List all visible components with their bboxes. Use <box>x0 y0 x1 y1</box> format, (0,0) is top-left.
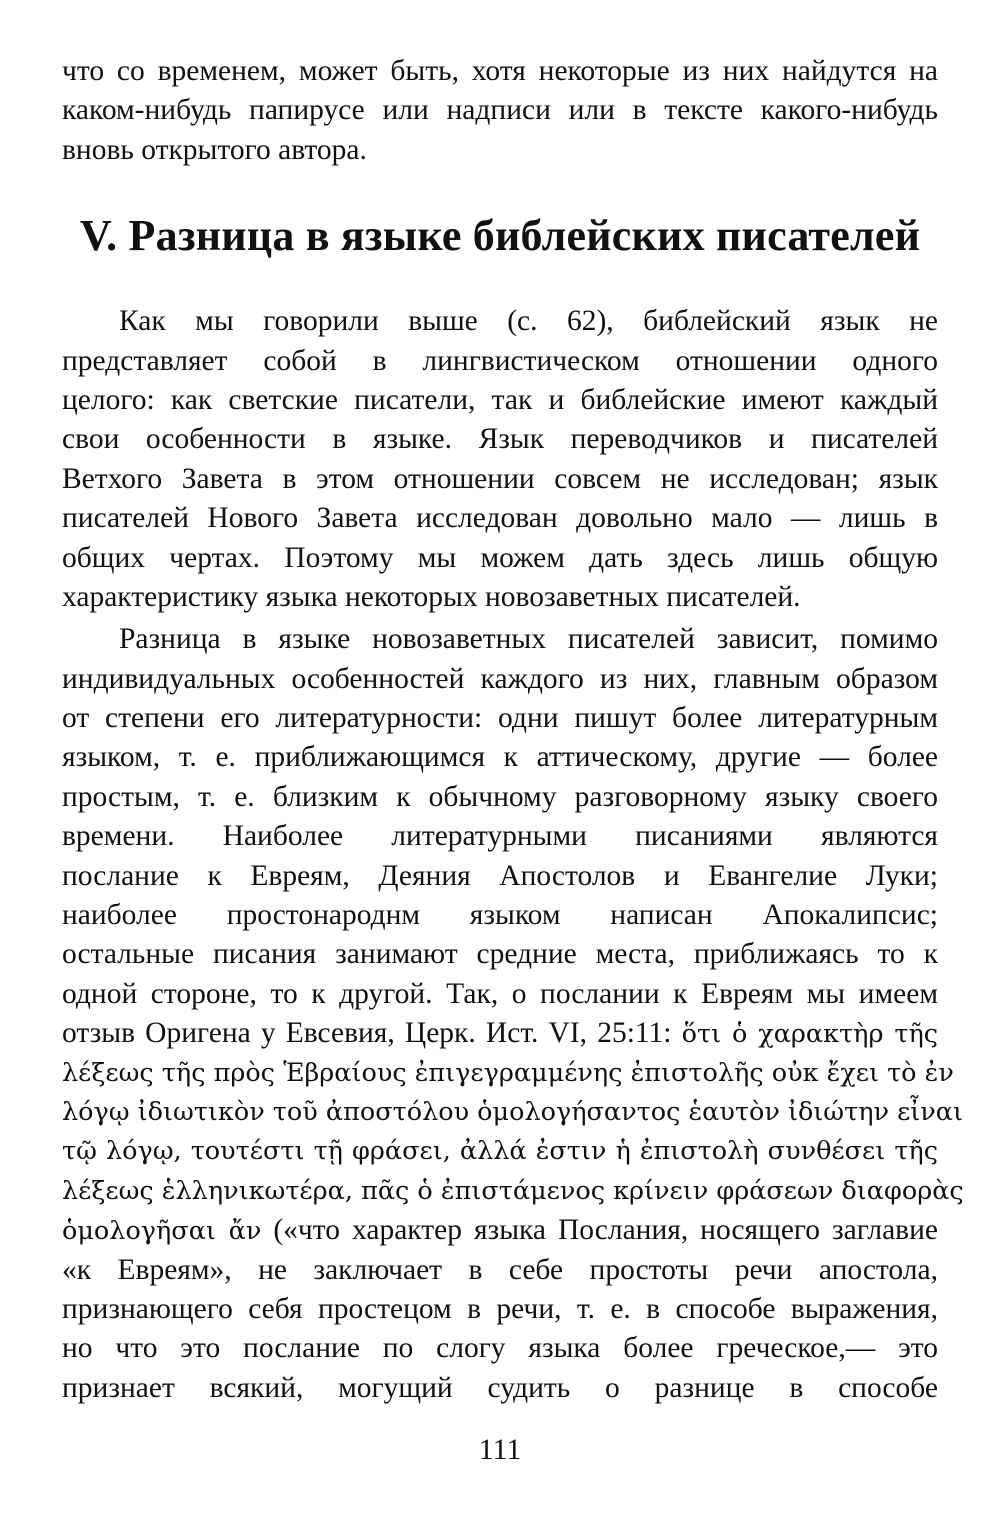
text-line: одной стороне, то к другой. Так, о послании к Евреям мы имеем <box>62 977 938 1010</box>
text-line: Ветхого Завета в этом отношении совсем не исследован; язык <box>62 462 938 495</box>
paragraph-1 <box>62 302 938 617</box>
text-line: индивидуальных особенностей каждого из них, главным образом <box>62 662 938 695</box>
greek-text: ὅτι ὁ χαρακτὴρ τῆς <box>681 1019 938 1050</box>
greek-line: λέξεως τῆς πρὸς Ἑβραίους ἐπιγεγραμμένης ἐπιστολῆς οὐκ ἔχει τὸ ἐν <box>62 1057 954 1088</box>
text-line: каком-нибудь папирусе или надписи или в тексте какого-нибудь <box>62 94 938 127</box>
continued-paragraph <box>62 52 938 170</box>
page-number: 111 <box>478 1433 522 1466</box>
text-line: признающего себя простецом в речи, т. е. в способе выражения, <box>62 1292 938 1325</box>
text-line: вновь открытого автора. <box>62 133 367 166</box>
text-line: признает всякий, могущий судить о разнице в способе <box>62 1371 938 1404</box>
text-line: что со временем, может быть, хотя некоторые из них найдутся на <box>62 55 938 87</box>
text-line: общих чертах. Поэтому мы можем дать здесь лишь общую <box>62 541 938 574</box>
greek-text: ὁμολογῆσαι ἄν <box>62 1216 262 1247</box>
section-heading: V. Разница в языке библейских писателей <box>79 211 921 261</box>
text-line: свои особенности в языке. Язык переводчиков и писателей <box>62 423 938 456</box>
text-line: Разница в языке новозаветных писателей зависит, помимо <box>119 623 938 656</box>
text-line: наиболее простонароднм языком написан Апокалипсис; <box>62 899 938 932</box>
text-line: но что это послание по слогу языка более греческое,— это <box>62 1332 938 1365</box>
text-line: целого: как светские писатели, так и библейские имеют каждый <box>62 383 938 416</box>
text-line: простым, т. е. близким к обычному разговорному языку своего <box>62 780 938 813</box>
russian-text: отзыв Оригена у Евсевия, Церк. Ист. VI, 25:11: <box>62 1017 682 1050</box>
text-line: характеристику языка некоторых новозаветных писателей. <box>62 580 801 613</box>
greek-line: τῷ λόγῳ, τουτέστι τῇ φράσει, ἀλλά ἐστιν ἡ ἐπιστολὴ συνθέσει τῆς <box>62 1136 938 1167</box>
text-line-mixed <box>62 1014 938 1053</box>
text-line: остальные писания занимают средние места, приближаясь то к <box>62 938 938 971</box>
page-body <box>62 52 964 1408</box>
text-line: Как мы говорили выше (с. 62), библейский язык не <box>119 305 938 338</box>
text-line: времени. Наиболее литературными писаниями являются <box>62 820 938 853</box>
text-line: представляет собой в лингвистическом отношении одного <box>62 344 938 377</box>
text-line: «к Евреям», не заключает в себе простоты речи апостола, <box>62 1253 938 1286</box>
text-line: от степени его литературности: одни пишут более литературным <box>62 702 938 735</box>
text-line-mixed <box>62 1211 938 1250</box>
text-line: послание к Евреям, Деяния Апостолов и Евангелие Луки; <box>62 859 938 892</box>
russian-text: («что характер языка Послания, носящего заглавие <box>261 1214 938 1247</box>
greek-line: λέξεως ἑλληνικωτέρα, πᾶς ὁ ἐπιστάμενος κρίνειν φράσεων διαφορὰς <box>62 1175 964 1206</box>
greek-line: λόγῳ ἰδιωτικὸν τοῦ ἀποστόλου ὁμολογήσαντος ἑαυτὸν ἰδιώτην εἶναι <box>62 1096 964 1127</box>
text-line: писателей Нового Завета исследован довольно мало — лишь в <box>62 502 938 535</box>
text-line: языком, т. е. приближающимся к аттическому, другие — более <box>62 741 938 774</box>
paragraph-2 <box>62 620 964 1408</box>
